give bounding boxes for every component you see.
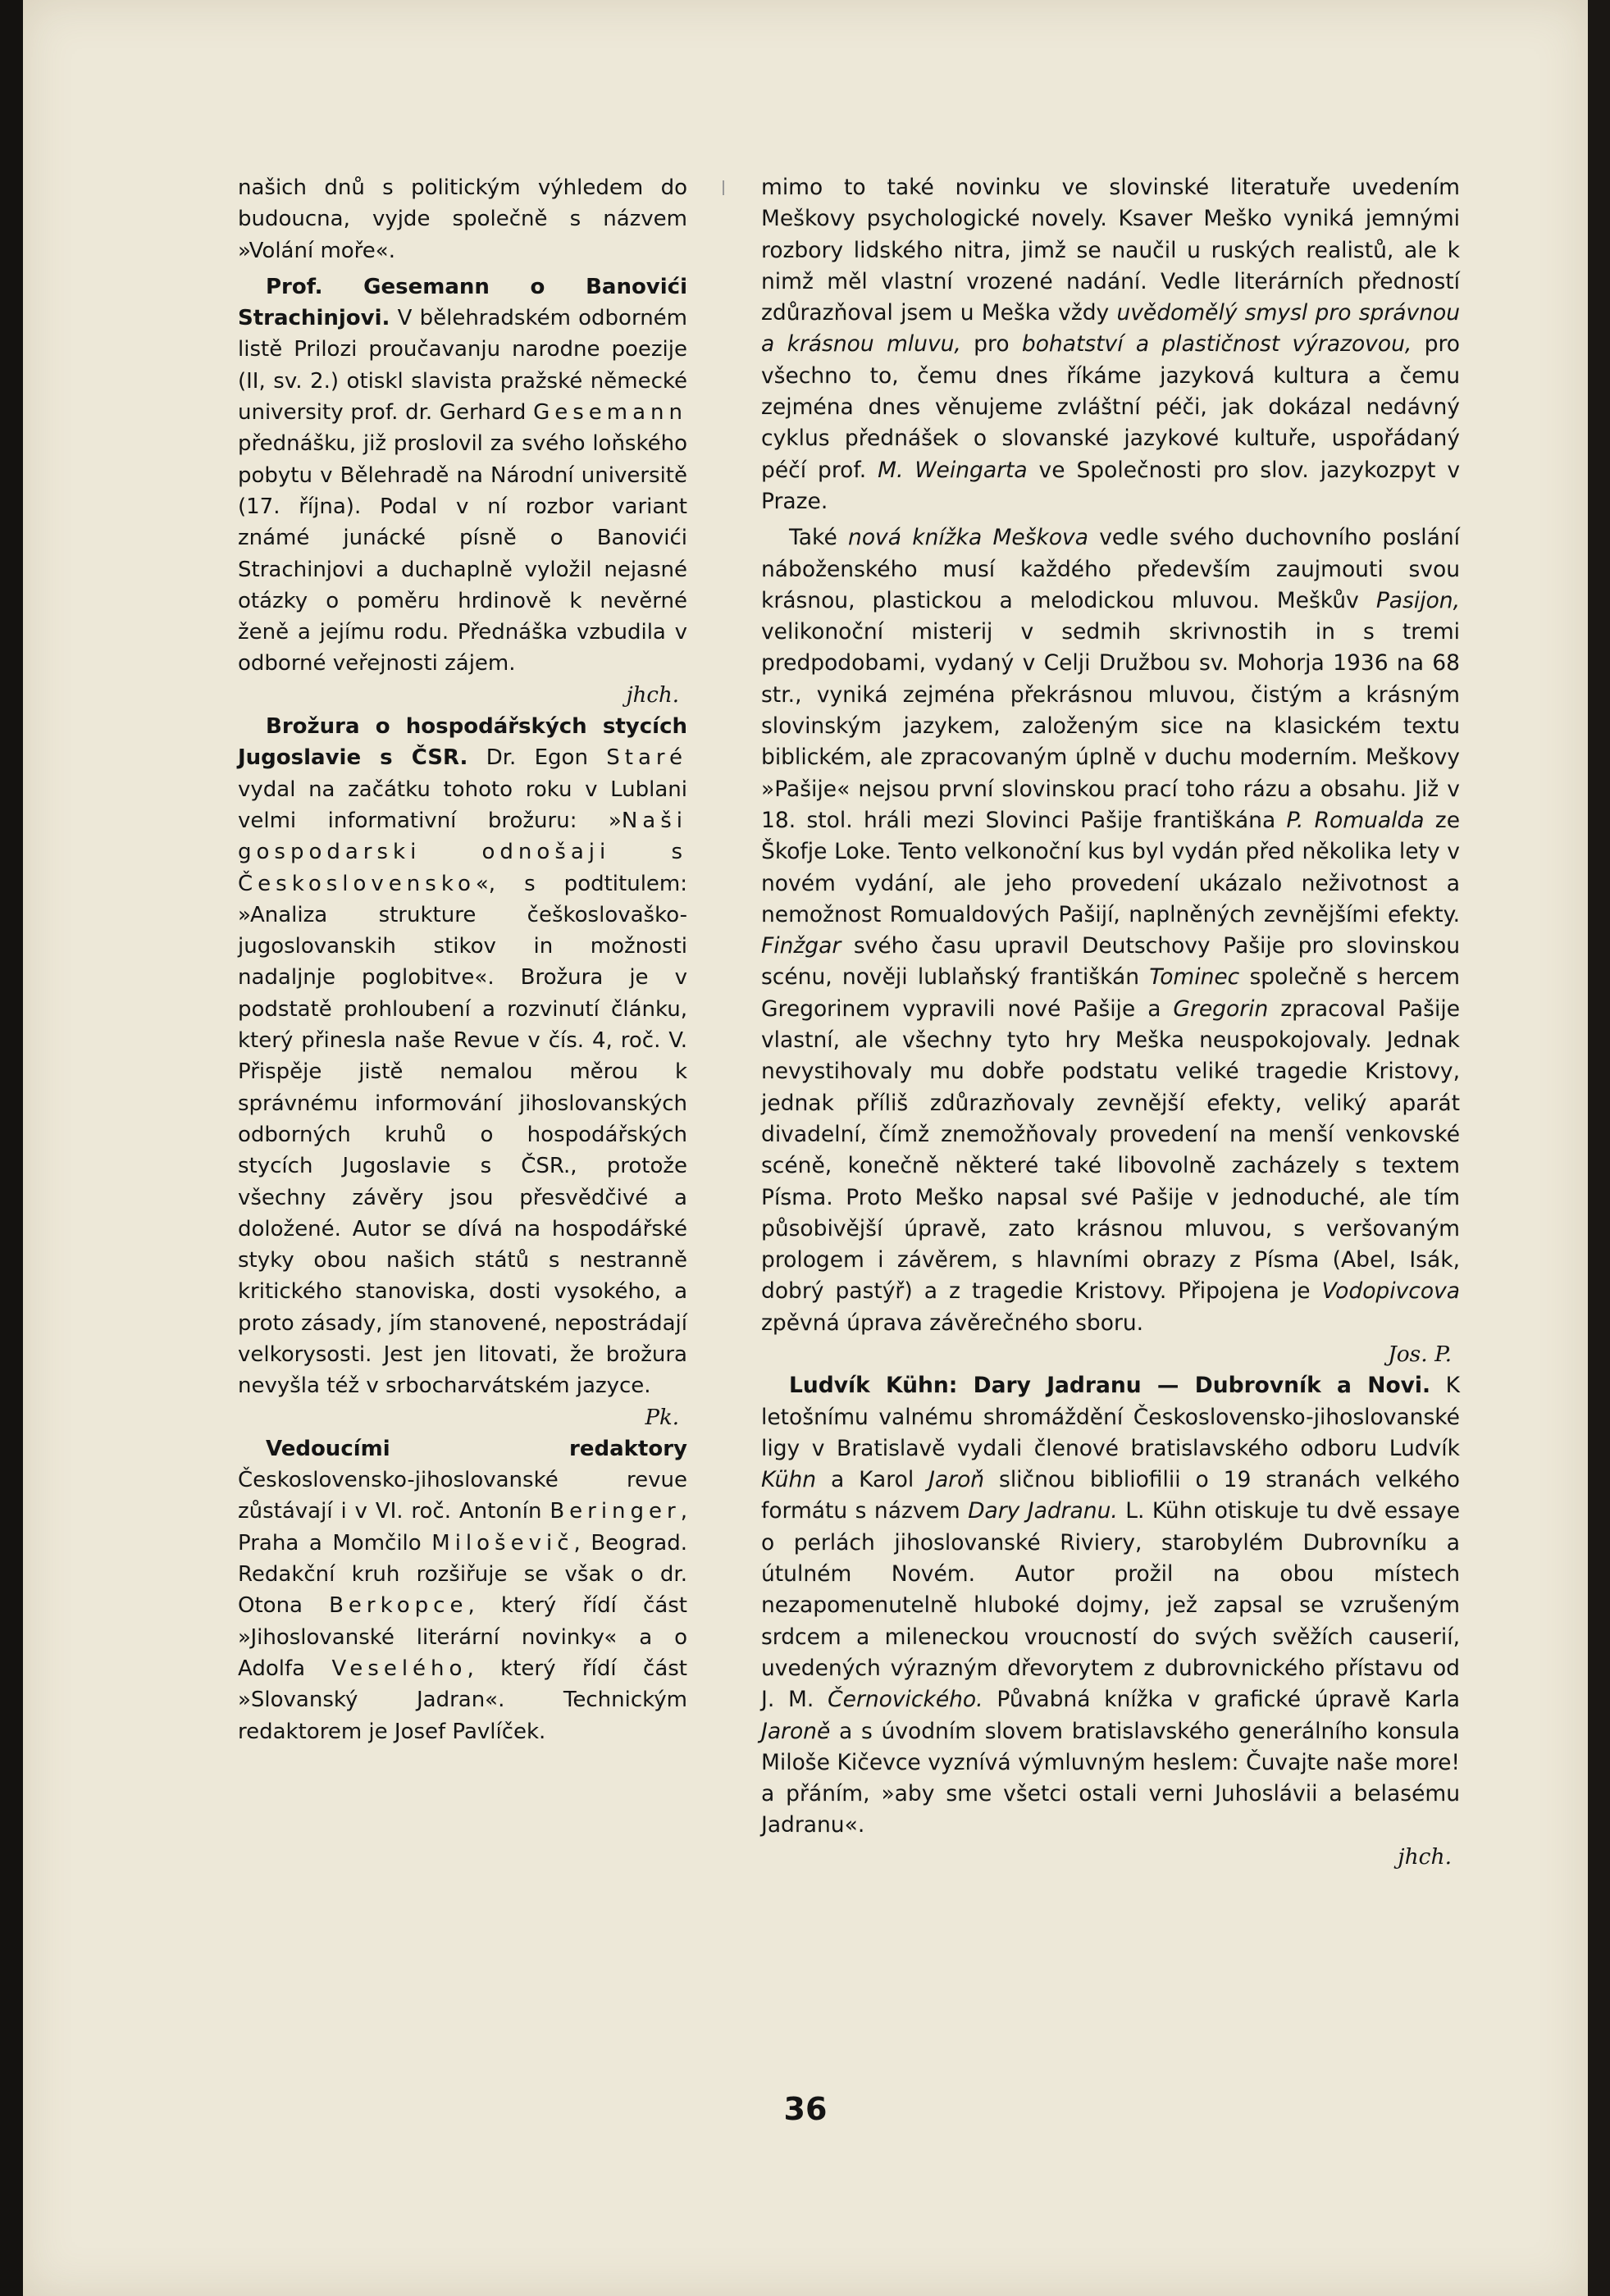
text-run: uvědomělý smysl pro správnou a krásnou mluvu, (761, 300, 1460, 358)
text-run: Vodopivcova (1321, 1278, 1460, 1305)
spaced-name: Staré (606, 745, 687, 771)
author-signature: jhch. (626, 682, 679, 708)
paragraph (761, 522, 1460, 1339)
column-divider (723, 180, 724, 1656)
text-run: ze Škofje Loke. Tento velkonoční kus byl vydán před několika lety v novém vydání, ale jeho provedení ukázalo neživotnost a nemožnost Romualdových Pašijí, naplněných zevnějšími efekty. (761, 807, 1461, 927)
spaced-name: Beringer (550, 1499, 681, 1524)
text-run: «, s podtitulem: »Analiza strukture češkoslovaško-jugoslovanskih stikov in možnosti nadaljnje poglobitve«. Brožura je v podstatě prohloubení a rozvinutí článku, který přinesla naše Revue v čís. 4, roč. V. Přispěje jistě nemalou měrou k správnému informování jihoslovanských odborných kruhů o hospodářských stycích Jugoslavie s ČSR., protože všechny závěry jsou přesvědčivé a doložené. Autor se dívá na hospodářské styky obou našich států s nestranně kritického stanoviska, dosti vysokého, a proto zásady, jím stanovené, nepostrádají velkorysosti. Jest jen litovati, že brožura nevyšla též v srbocharvátském jazyce. (238, 871, 687, 1399)
text-run: a Karol (816, 1467, 929, 1493)
text-run: velikonoční misterij v sedmih skrivnostih in s tremi predpodobami, vydaný v Celji Družbou sv. Mohorja 1936 na 68 str., vyniká zejména překrásnou mluvou, čistým a krásným slovinským jazykem, založeným sice na klasickém textu biblickém, ale zpracovaným úplně v duchu moderním. Meškovy »Pašije« nejsou první slovinskou prací toho rázu a obsahu. Již v 18. stol. hráli mezi Slovinci Pašije františkána (761, 619, 1460, 833)
paragraph (238, 711, 687, 1402)
text-run: Dary Jadranu. (968, 1498, 1118, 1524)
text-run: M. Weingarta (878, 457, 1028, 483)
article-heading: Brožura o hospodářských stycích Jugoslavie s ČSR. (238, 714, 687, 771)
article-heading: Ludvík Kühn: Dary Jadranu — Dubrovník a Novi. (789, 1373, 1431, 1399)
text-run: svého času upravil Deutschovy Pašije pro slovinskou scénu, nověji lublaňský františkán (761, 933, 1460, 991)
page-number: 36 (783, 2091, 828, 2127)
text-run: K letošnímu valnému shromáždění Československo-jihoslovanské ligy v Bratislavě vydali členové bratislavského odboru Ludvík (761, 1373, 1460, 1461)
text-run: Pasijon, (1375, 587, 1460, 613)
right-column (761, 172, 1460, 1873)
text-run: pro (960, 331, 1022, 358)
paragraph (761, 1370, 1460, 1841)
text-run: a s úvodním slovem bratislavského generálního konsula Miloše Kičevce vyznívá výmluvným heslem: Čuvajte naše more! a přáním, »aby sme všetci ostali verni Juhoslávii a belasému Jadranu«. (761, 1718, 1460, 1838)
spaced-name: Gesemann (533, 400, 687, 426)
text-run: pro všechno to, čemu dnes říkáme jazyková kultura a čemu zejména dnes věnujeme zvláštní péči, jak dokázal nedávný cyklus přednášek o slovanské jazykové kultuře, uspořádaný péčí prof. (761, 331, 1460, 483)
text-run: Finžgar (761, 933, 841, 959)
text-run: vydal na začátku tohoto roku v Lublani velmi informativní brožuru: » (238, 777, 687, 833)
article-heading: Prof. Gesemann o Banovići Strachinjovi. (238, 274, 687, 331)
text-run: Kühn (761, 1467, 817, 1493)
text-run: , Beograd. Redakční kruh rozšiřuje se však o dr. Otona (238, 1530, 687, 1619)
spaced-name: Miloševič (431, 1530, 574, 1556)
paragraph (761, 172, 1460, 517)
text-run: , Praha a Momčilo (238, 1499, 687, 1556)
text-run: přednášku, již proslovil za svého loňského pobytu v Bělehradě na Národní universitě (17. října). Podal v ní rozbor variant známé junácké písně o Banovići Strachinjovi a duchaplně vyložil nejasné otázky o poměru hrdinově k nevěrné ženě a jejímu rodu. Přednáška vzbudila v odborné veřejnosti zájem. (238, 431, 687, 676)
journal-page (23, 0, 1588, 2296)
text-run: Půvabná knížka v grafické úpravě Karla (983, 1687, 1460, 1713)
text-run: , který řídí část »Slovanský Jadran«. Technickým redaktorem je Josef Pavlíček. (238, 1656, 687, 1744)
paragraph (238, 1433, 687, 1747)
text-run: Také (789, 525, 849, 551)
text-run: Černovického. (828, 1687, 983, 1713)
text-run: V bělehradském odborném listě Prilozi proučavanju narodne poezije (II, sv. 2.) otiskl slavista pražské německé university prof. dr. Gerhard (238, 306, 687, 426)
text-run: vedle svého duchovního poslání náboženského musí každého především zaujmouti svou krásnou, plastickou a melodickou mluvou. Meškův (761, 525, 1460, 613)
text-run: ve Společnosti pro slov. jazykozpyt v Praze. (761, 457, 1460, 514)
text-run: Československo-jihoslovanské revue zůstávají i v VI. roč. Antonín (238, 1468, 687, 1524)
text-run: společně s hercem Gregorinem vypravili nové Pašije a (761, 964, 1460, 1022)
text-run: mimo to také novinku ve slovinské literatuře uvedením Meškovy psychologické novely. Ksaver Meško vyniká jemnými rozbory lidského nitra, jimž se naučil u ruských realistů, ale k nimž měl vlastní vrozené nadání. Vedle literárních předností zdůrazňoval jsem u Meška vždy (761, 175, 1460, 326)
text-run: Dr. Egon (467, 745, 607, 771)
text-run: zpracoval Pašije vlastní, ale všechny tyto hry Meška neuspokojovaly. Jednak nevystihovaly mu dobře podstatu veliké tragedie Kristovy, jednak příliš zdůrazňovaly zevnější efekty, veliký aparát divadelní, čímž znemožňovaly provedení na menší venkovské scéně, konečně některé také libovolně zacházely s textem Písma. Proto Meško napsal své Pašije v jednoduché, ale tím působivější úpravě, zato krásnou mluvou, s veršovaným prologem i závěrem, s hlavními obrazy z Písma (Abel, Isák, dobrý pastýř) a z tragedie Kristovy. Připojena je (761, 995, 1460, 1305)
text-run: , který řídí část »Jihoslovanské literární novinky« a o Adolfa (238, 1593, 687, 1681)
text-run: P. Romualda (1286, 807, 1425, 833)
paragraph (238, 172, 687, 266)
spaced-name: Veselého (331, 1656, 467, 1681)
text-run: našich dnů s politickým výhledem do budoucna, vyjde společně s názvem »Volání moře«. (238, 175, 687, 263)
text-run: nová knížka Meškova (848, 525, 1088, 551)
paragraph (238, 271, 687, 680)
text-run: Jaroň (928, 1467, 985, 1493)
author-signature: Pk. (645, 1405, 679, 1430)
text-run: sličnou bibliofilii o 19 stranách velkého formátu s názvem (761, 1467, 1460, 1524)
scan-border (1588, 0, 1610, 2296)
text-run: zpěvná úprava závěrečného sboru. (761, 1310, 1144, 1336)
text-run: Jaroně (761, 1718, 831, 1744)
left-column (238, 172, 687, 1747)
spaced-name: Naši gospodarski odnošaji s Československo (238, 808, 687, 896)
article-heading: Vedoucími redaktory (266, 1436, 687, 1461)
text-run: Gregorin (1173, 995, 1269, 1022)
text-run: bohatství a plastičnost výrazovou, (1021, 331, 1412, 358)
text-run: Tominec (1149, 964, 1240, 991)
text-run: L. Kühn otiskuje tu dvě essaye o perlách jihoslovanské Riviery, starobylém Dubrovníku a útulném Novém. Autor prožil na obou místech nezapomenutelně hluboké dojmy, jež zapsal se vzrušeným srdcem a mileneckou vroucností do svých svěžích causerií, uvedených výrazným dřevorytem z dubrovnického přístavu od J. M. (761, 1498, 1460, 1713)
author-signature: jhch. (1398, 1843, 1452, 1870)
author-signature: Jos. P. (1388, 1341, 1452, 1367)
spaced-name: Berkopce (329, 1593, 468, 1619)
